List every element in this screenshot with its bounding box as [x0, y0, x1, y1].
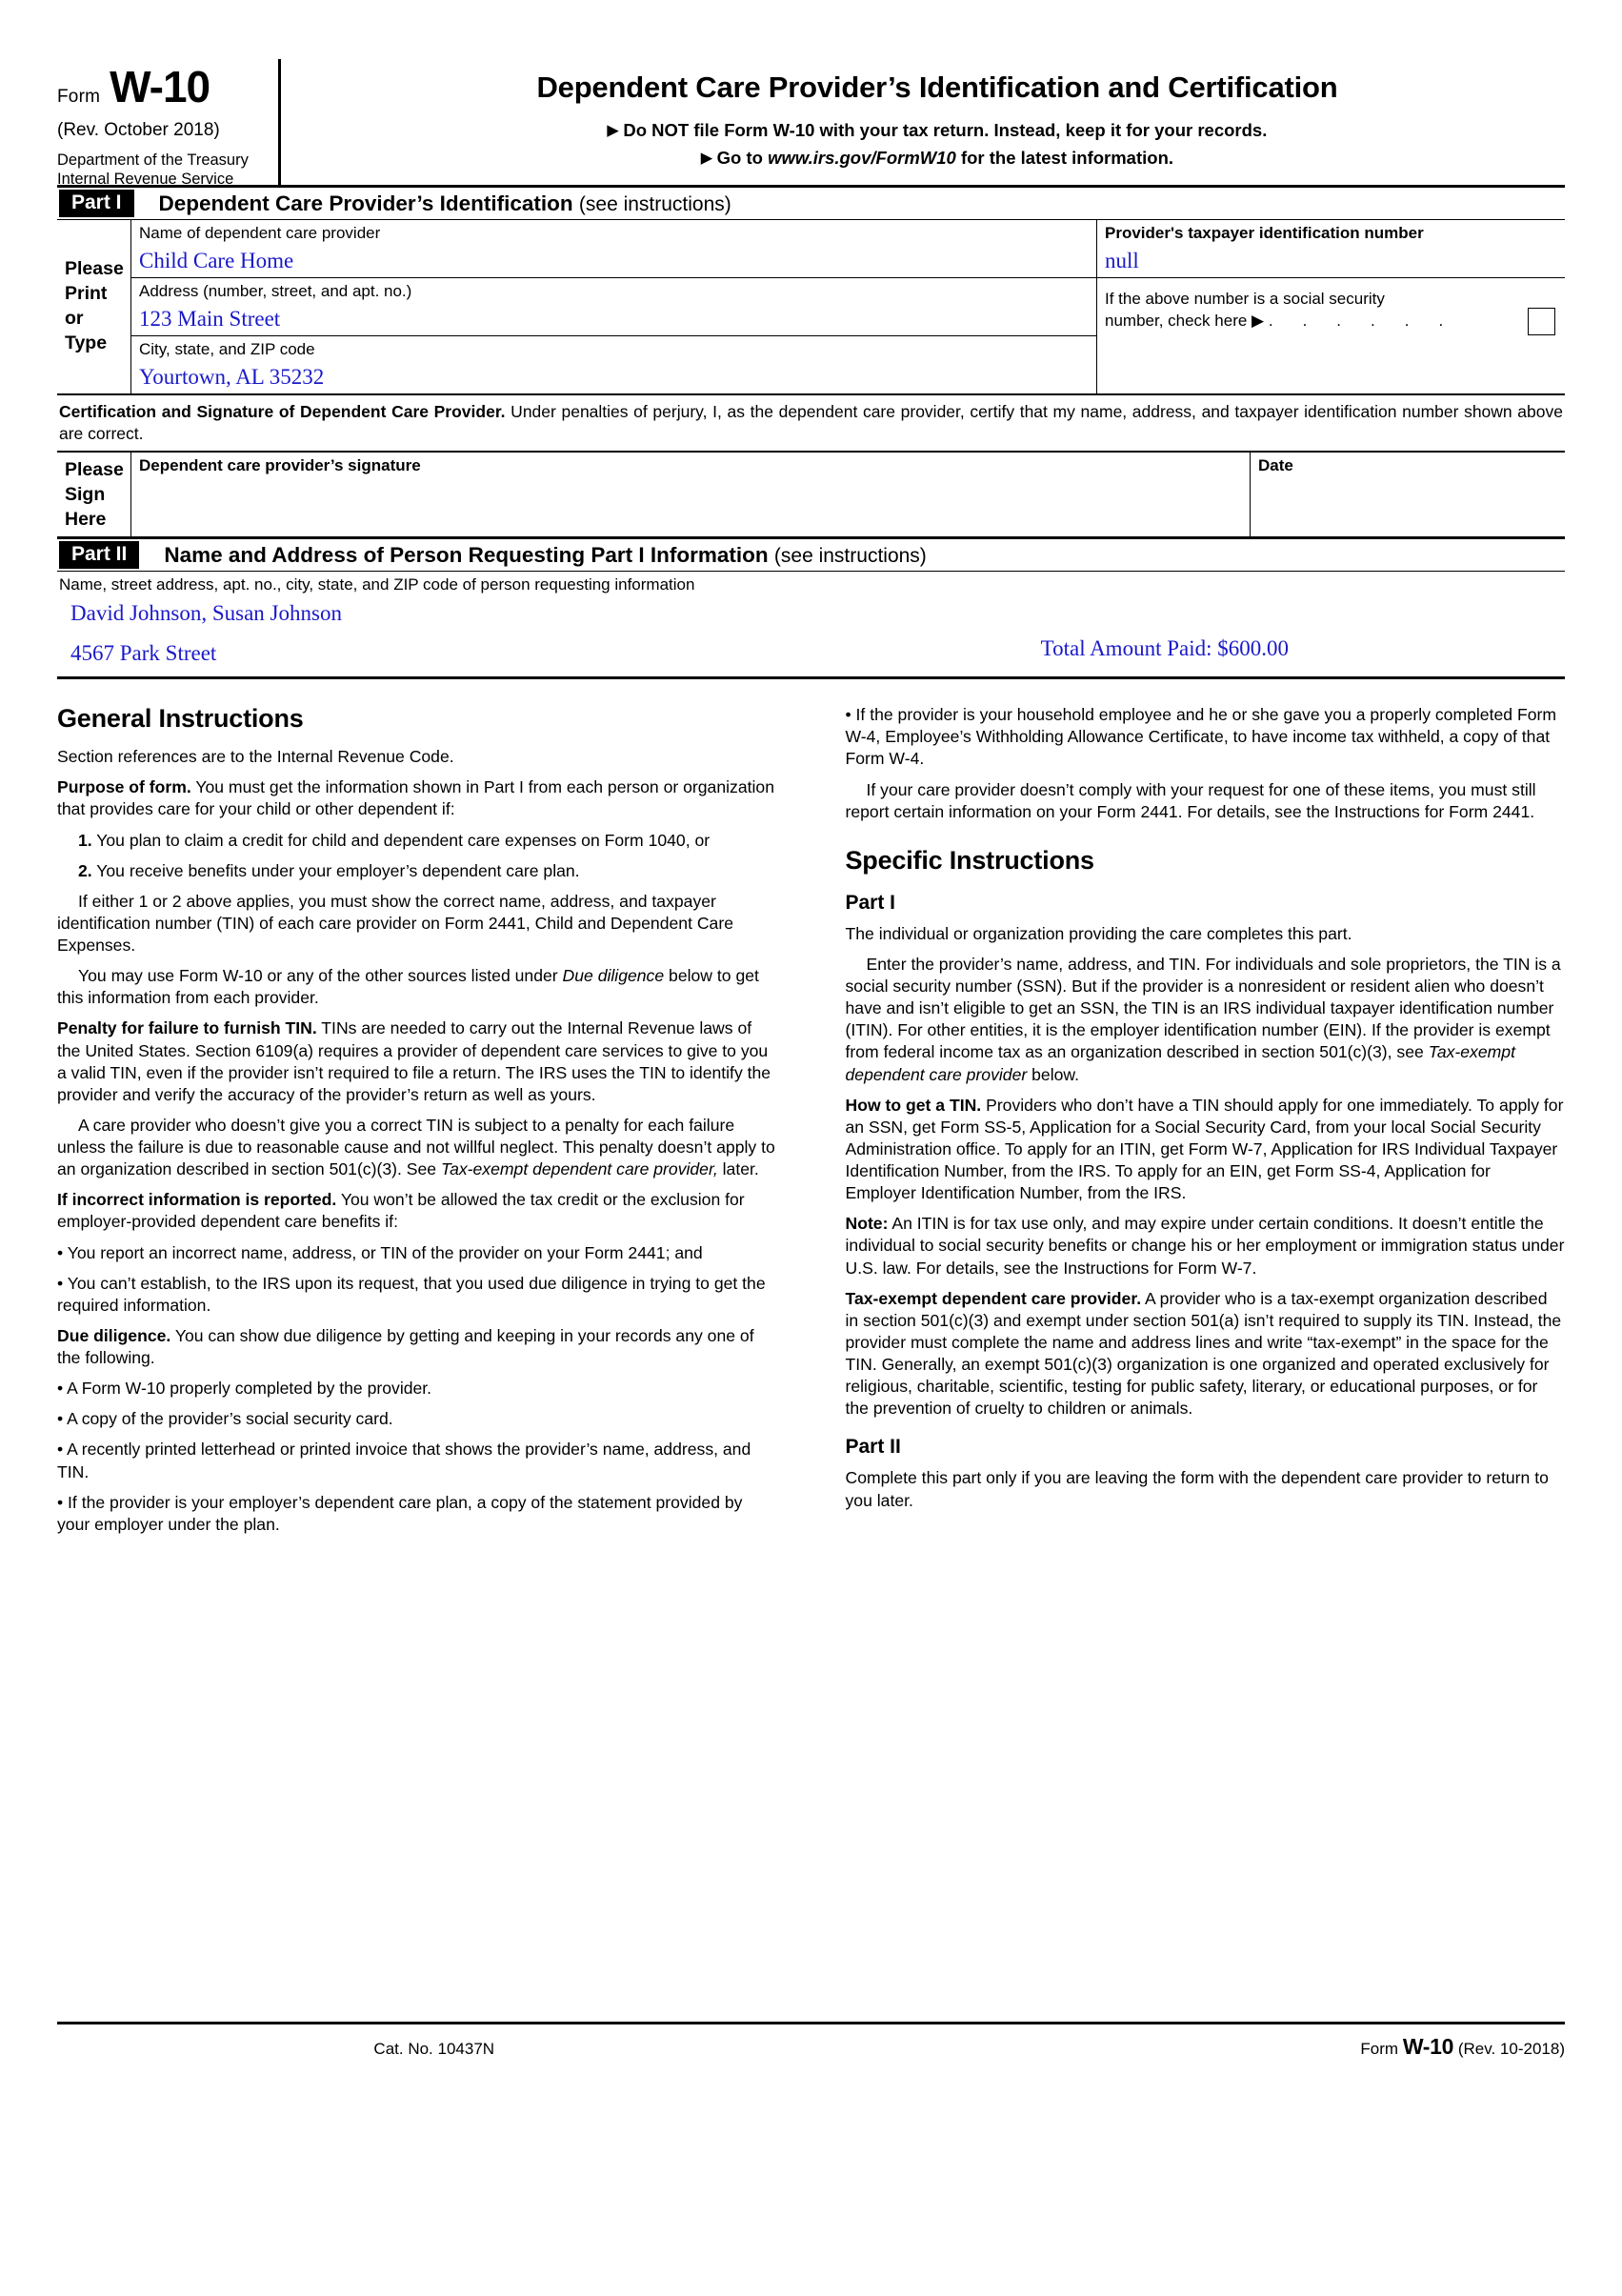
enter-provider-text-b: below.	[1027, 1064, 1080, 1084]
itin-note-lead: Note:	[845, 1214, 889, 1234]
part-1-bar	[57, 185, 1565, 220]
part-2-instruction-paragraph: Complete this part only if you are leaving the form with the dependent care provider to return to you later.	[845, 1468, 1549, 1510]
signature-caption: Dependent care provider’s signature	[139, 456, 421, 475]
instructions-columns	[57, 704, 1565, 1544]
how-to-get-tin-paragraph	[846, 1095, 1566, 1205]
itin-note-paragraph	[846, 1213, 1566, 1279]
signature-block	[57, 451, 1565, 539]
provider-tin-value[interactable]: null	[1105, 249, 1139, 273]
purpose-item-1-text: You plan to claim a credit for child and dependent care expenses on Form 1040, or	[91, 830, 711, 850]
arrow-right-icon-2: ▶	[700, 150, 712, 167]
bullet-household-employee-w4: • If the provider is your household employee and he or she gave you a properly completed Form W-4, Employee’s Withholding Allowance Certificate, to have income tax withheld, a copy of that Form W-4.	[845, 705, 1556, 769]
ssn-instruction-line-2: number, check here	[1105, 311, 1248, 330]
header-left-block	[57, 59, 281, 189]
certification-statement	[57, 395, 1565, 451]
due-diligence-paragraph	[57, 1325, 777, 1369]
tax-exempt-reference-2: Tax-exempt dependent care provider	[845, 1042, 1515, 1084]
total-amount-paid-value[interactable]: Total Amount Paid: $600.00	[1040, 636, 1289, 661]
provider-city-field[interactable]	[131, 336, 1096, 393]
print-label-line-3: or	[65, 308, 84, 330]
requester-fields[interactable]	[57, 594, 1565, 679]
instructions-left-column	[57, 704, 777, 1544]
please-print-or-type-label	[57, 220, 131, 393]
sign-label-line-3: Here	[65, 509, 107, 531]
leader-dots: . . . . . .	[1268, 311, 1451, 330]
bullet-letterhead-invoice: • A recently printed letterhead or printed invoice that shows the provider’s name, address, and TIN.	[57, 1440, 751, 1481]
part-2-see-instructions: (see instructions)	[773, 544, 927, 567]
enter-provider-text-a: Enter the provider’s name, address, and TIN. For individuals and sole proprietors, the TIN is a social security number (SSN). But if the provider is a nonresident or resident alien who doesn’t have and isn’t eligible to get an SSN, the TIN is an IRS individual taxpayer identification number (ITIN). For other entities, it is the employer identification number (EIN). If the provider is exempt from federal income tax as an organization described in section 501(c)(3), see	[845, 954, 1561, 1062]
page-title: Dependent Care Provider’s Identification and Certification	[536, 70, 1338, 104]
arrow-right-icon-3: ▶	[1252, 311, 1265, 330]
bullet-cannot-establish: • You can’t establish, to the IRS upon its request, that you used due diligence in trying to get the required information.	[57, 1273, 766, 1315]
provider-address-field[interactable]	[131, 278, 1096, 336]
bullet-incorrect-report: • You report an incorrect name, address, or TIN of the provider on your Form 2441; and	[57, 1242, 703, 1262]
form-identifier	[57, 59, 267, 109]
irs-url-link[interactable]: www.irs.gov/FormW10	[768, 148, 956, 168]
due-diligence-lead: Due diligence.	[57, 1325, 171, 1345]
part-1-title	[159, 191, 731, 216]
footer-form-identifier	[811, 2034, 1566, 2060]
care-provider-penalty-paragraph	[57, 1115, 777, 1180]
sign-label-line-1: Please	[65, 459, 124, 481]
part-1-columns	[131, 220, 1565, 393]
bullet-form-w10-completed: • A Form W-10 properly completed by the provider.	[57, 1379, 432, 1399]
signature-field[interactable]	[131, 453, 1251, 536]
requester-address-value[interactable]: 4567 Park Street	[70, 640, 217, 665]
care-provider-text-b: later.	[717, 1159, 759, 1179]
part-2-bar	[57, 539, 1565, 572]
provider-city-value[interactable]: Yourtown, AL 35232	[139, 365, 325, 390]
purpose-item-2-number: 2.	[78, 860, 92, 880]
bullet-employer-plan-statement: • If the provider is your employer’s dependent care plan, a copy of the statement provided by your employer under the plan.	[57, 1492, 743, 1534]
print-label-line-1: Please	[65, 258, 124, 279]
part-2-title	[164, 543, 926, 568]
specific-part-1-heading: Part I	[845, 891, 896, 914]
certification-bold-lead: Certification and Signature of Dependent Care Provider.	[59, 401, 506, 421]
print-label-line-4: Type	[65, 332, 108, 354]
purpose-item-1-number: 1.	[78, 830, 92, 850]
instructions-right-column	[846, 704, 1566, 1544]
either-applies-paragraph: If either 1 or 2 above applies, you must show the correct name, address, and taxpayer identification number (TIN) of each care provider on Form 2441, Child and Dependent Care Expenses.	[57, 891, 733, 956]
may-use-form-text-b: below to get this information from each provider.	[57, 966, 759, 1008]
incorrect-info-paragraph	[57, 1189, 777, 1233]
enter-provider-info-paragraph	[846, 954, 1566, 1086]
penalty-paragraph	[57, 1017, 777, 1106]
provider-name-caption: Name of dependent care provider	[139, 224, 381, 242]
signature-date-caption: Date	[1258, 456, 1293, 475]
how-to-get-tin-lead: How to get a TIN.	[845, 1095, 982, 1115]
provider-city-caption: City, state, and ZIP code	[139, 339, 315, 358]
purpose-item-2	[57, 860, 777, 882]
part-1-tag: Part I	[59, 190, 134, 217]
provider-tin-field[interactable]	[1097, 220, 1565, 278]
purpose-of-form-text: You must get the information shown in Part I from each person or organization that provides care for your child or other dependent if:	[57, 777, 774, 819]
purpose-item-2-text: You receive benefits under your employer’s dependent care plan.	[91, 860, 580, 880]
purpose-of-form-paragraph	[57, 776, 777, 820]
part-1-right-column	[1097, 220, 1565, 393]
incorrect-info-text: You won’t be allowed the tax credit or the exclusion for employer-provided dependent care benefits if:	[57, 1190, 745, 1232]
arrow-right-icon: ▶	[607, 122, 619, 139]
ssn-checkbox-row[interactable]	[1097, 278, 1565, 343]
do-not-file-text: Do NOT file Form W-10 with your tax return. Instead, keep it for your records.	[623, 120, 1268, 140]
provider-name-value[interactable]: Child Care Home	[139, 249, 294, 273]
section-references-paragraph: Section references are to the Internal Revenue Code.	[57, 747, 454, 767]
how-to-get-tin-text: Providers who don’t have a TIN should apply for one immediately. To apply for an SSN, get Form SS-5, Application for a Social Security Card, from your local Social Security Administration office. To apply for an ITIN, get Form W-7, Application for IRS Individual Taxpayer Identification Number, from the IRS. To apply for an EIN, get Form SS-4, Application for Employer Identification Number, from the IRS.	[845, 1095, 1564, 1203]
please-sign-here-label	[57, 453, 131, 536]
ssn-checkbox-instruction	[1105, 289, 1528, 332]
purpose-of-form-lead: Purpose of form.	[57, 777, 191, 797]
service-line: Internal Revenue Service	[57, 171, 234, 189]
requester-caption: Name, street address, apt. no., city, state, and ZIP code of person requesting information	[59, 575, 695, 594]
website-notice	[310, 148, 1565, 169]
due-diligence-text: You can show due diligence by getting and keeping in your records any one of the following.	[57, 1325, 754, 1368]
footer-row	[57, 2024, 1565, 2060]
due-diligence-reference: Due diligence	[562, 966, 665, 986]
signature-value[interactable]	[139, 480, 1250, 506]
specific-part-2-heading: Part II	[845, 1436, 901, 1459]
form-footer	[57, 2022, 1565, 2060]
provider-name-field[interactable]	[131, 220, 1096, 278]
may-use-form-text-a: You may use Form W-10 or any of the other sources listed under	[78, 966, 563, 986]
ssn-checkbox[interactable]	[1528, 308, 1555, 335]
form-sheet	[57, 59, 1565, 1544]
form-word-label: Form	[57, 87, 101, 107]
penalty-lead: Penalty for failure to furnish TIN.	[57, 1018, 317, 1038]
part-2-tag: Part II	[59, 541, 139, 569]
header-right-block	[281, 59, 1565, 185]
bullet-ssn-card-copy: • A copy of the provider’s social security card.	[57, 1409, 393, 1429]
may-use-form-paragraph	[57, 965, 777, 1009]
tax-exempt-provider-lead: Tax-exempt dependent care provider.	[845, 1288, 1142, 1308]
signature-date-value[interactable]	[1258, 480, 1565, 506]
part-2-title-text: Name and Address of Person Requesting Part I Information	[164, 542, 769, 567]
general-instructions-heading: General Instructions	[57, 704, 304, 734]
purpose-item-1	[57, 830, 777, 852]
individual-or-org-paragraph: The individual or organization providing the care completes this part.	[845, 923, 1352, 943]
no-comply-paragraph: If your care provider doesn’t comply with your request for one of these items, you must still report certain information on your Form 2441. For details, see the Instructions for Form 2441.	[845, 779, 1536, 821]
part-1-fields	[57, 220, 1565, 395]
sign-label-line-2: Sign	[65, 484, 106, 506]
part-1-left-column	[131, 220, 1097, 393]
signature-date-field[interactable]	[1251, 453, 1565, 536]
incorrect-info-lead: If incorrect information is reported.	[57, 1190, 337, 1210]
catalog-number: Cat. No. 10437N	[373, 2040, 495, 2058]
itin-note-text: An ITIN is for tax use only, and may expire under certain conditions. It doesn’t entitle the individual to social security benefits or change his or her employment or immigration status under U.S. law. For details, see the Instructions for Form W-7.	[845, 1214, 1565, 1278]
penalty-text: TINs are needed to carry out the Internal Revenue laws of the United States. Section 6109(a) requires a provider of dependent care services to give to you a valid TIN, even if the provider isn’t required to file a return. The IRS uses the TIN to identify the provider and verify the accuracy of the provider’s return as well as yours.	[57, 1018, 771, 1104]
goto-suffix: for the latest information.	[955, 148, 1174, 168]
tax-exempt-provider-text: A provider who is a tax-exempt organization described in section 501(c)(3) and exempt under section 501(a) isn’t required to supply its TIN. Instead, the provider must complete the name and address lines and write “tax-exempt” in the space for the TIN. Generally, an exempt 501(c)(3) organization is one organized and operated exclusively for religious, charitable, scientific, testing for public safety, literary, or educational purposes, or for the prevention of cruelty to children or animals.	[845, 1288, 1562, 1419]
certification-body: Under penalties of perjury, I, as the dependent care provider, certify that my name, address, and taxpayer identification number shown above are correct.	[59, 401, 1563, 444]
care-provider-text-a: A care provider who doesn’t give you a correct TIN is subject to a penalty for each failure unless the failure is due to reasonable cause and not willful neglect. This penalty doesn’t apply to an organization described in section 501(c)(3). See	[57, 1115, 775, 1179]
issuing-agency	[57, 151, 267, 189]
department-line: Department of the Treasury	[57, 151, 249, 169]
ssn-instruction-line-1: If the above number is a social security	[1105, 290, 1385, 309]
footer-form-number: W-10	[1402, 2034, 1454, 2059]
form-revision-label: (Rev. October 2018)	[57, 120, 220, 140]
part-1-title-text: Dependent Care Provider’s Identification	[158, 191, 573, 215]
goto-prefix: Go to	[716, 148, 769, 168]
form-header	[57, 59, 1565, 189]
provider-address-value[interactable]: 123 Main Street	[139, 307, 281, 332]
provider-tin-caption: Provider's taxpayer identification number	[1105, 224, 1424, 242]
footer-form-word: Form	[1360, 2040, 1399, 2058]
part-1-see-instructions: (see instructions)	[578, 192, 731, 215]
tax-exempt-provider-paragraph	[846, 1288, 1566, 1420]
footer-form-revision: (Rev. 10-2018)	[1457, 2040, 1565, 2058]
provider-address-caption: Address (number, street, and apt. no.)	[139, 281, 412, 300]
do-not-file-notice	[310, 120, 1565, 141]
requester-name-value[interactable]: David Johnson, Susan Johnson	[70, 601, 342, 626]
specific-instructions-heading: Specific Instructions	[845, 845, 1094, 875]
form-number-label: W-10	[110, 62, 210, 111]
print-label-line-2: Print	[65, 283, 108, 305]
tax-exempt-reference: Tax-exempt dependent care provider,	[440, 1159, 718, 1179]
